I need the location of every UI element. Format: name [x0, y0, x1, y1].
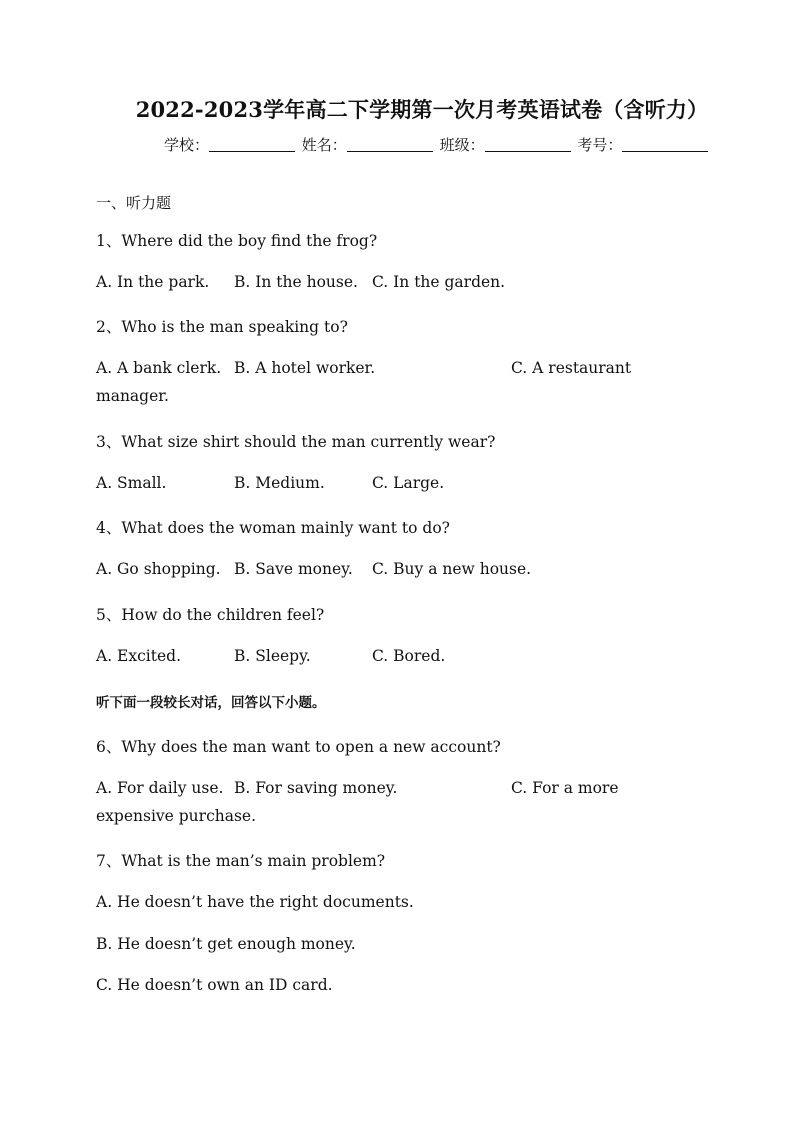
- question-1-stem: 1、Where did the boy find the frog?: [96, 232, 378, 250]
- question-6-options: [96, 779, 619, 797]
- q4-option-a: A. Go shopping.: [96, 560, 221, 578]
- question-2-options: [96, 359, 631, 377]
- exam-no-blank: [622, 137, 708, 152]
- q5-option-a: A. Excited.: [96, 647, 181, 665]
- q6-option-c-continued: expensive purchase.: [96, 807, 257, 825]
- question-4-stem: 4、What does the woman mainly want to do?: [96, 519, 450, 537]
- q2-option-c: C. A restaurant: [511, 359, 632, 377]
- name-label: 姓名：: [301, 136, 347, 154]
- q3-option-c: C. Large.: [372, 474, 445, 492]
- section-heading-listening: 一、听力题: [96, 194, 172, 212]
- question-5-options: [96, 647, 445, 665]
- class-label: 班级：: [439, 136, 485, 154]
- school-blank: [209, 137, 295, 152]
- question-7-stem: 7、What is the man’s main problem?: [96, 852, 386, 870]
- q7-option-a: A. He doesn’t have the right documents.: [96, 893, 414, 911]
- question-3-options: [96, 474, 444, 492]
- question-2-stem: 2、Who is the man speaking to?: [96, 318, 348, 336]
- q5-option-b: B. Sleepy.: [234, 647, 311, 665]
- q7-option-c: C. He doesn’t own an ID card.: [96, 976, 333, 994]
- q6-option-b: B. For saving money.: [234, 779, 398, 797]
- q6-option-a: A. For daily use.: [96, 779, 224, 797]
- q1-option-c: C. In the garden.: [372, 273, 506, 291]
- long-dialogue-instruction: 听下面一段较长对话，回答以下小题。: [96, 695, 326, 711]
- question-6-stem: 6、Why does the man want to open a new account?: [96, 738, 501, 756]
- question-4-options: [96, 560, 531, 578]
- q2-option-a: A. A bank clerk.: [96, 359, 222, 377]
- q2-option-b: B. A hotel worker.: [234, 359, 376, 377]
- exam-no-label: 考号：: [577, 136, 623, 154]
- q7-option-b: B. He doesn’t get enough money.: [96, 935, 356, 953]
- q3-option-b: B. Medium.: [234, 474, 325, 492]
- student-info-row: [164, 134, 710, 155]
- exam-title: 2022-2023学年高二下学期第一次月考英语试卷（含听力）: [135, 97, 709, 122]
- q5-option-c: C. Bored.: [372, 647, 446, 665]
- q1-option-a: A. In the park.: [96, 273, 210, 291]
- question-1-options: [96, 273, 505, 291]
- q2-option-c-continued: manager.: [96, 387, 169, 405]
- q3-option-a: A. Small.: [96, 474, 167, 492]
- q4-option-c: C. Buy a new house.: [372, 560, 532, 578]
- q4-option-b: B. Save money.: [234, 560, 353, 578]
- school-label: 学校：: [164, 136, 210, 154]
- question-5-stem: 5、How do the children feel?: [96, 606, 325, 624]
- class-blank: [485, 137, 571, 152]
- q1-option-b: B. In the house.: [234, 273, 358, 291]
- q6-option-c: C. For a more: [511, 779, 619, 797]
- question-3-stem: 3、What size shirt should the man currently wear?: [96, 433, 496, 451]
- name-blank: [347, 137, 433, 152]
